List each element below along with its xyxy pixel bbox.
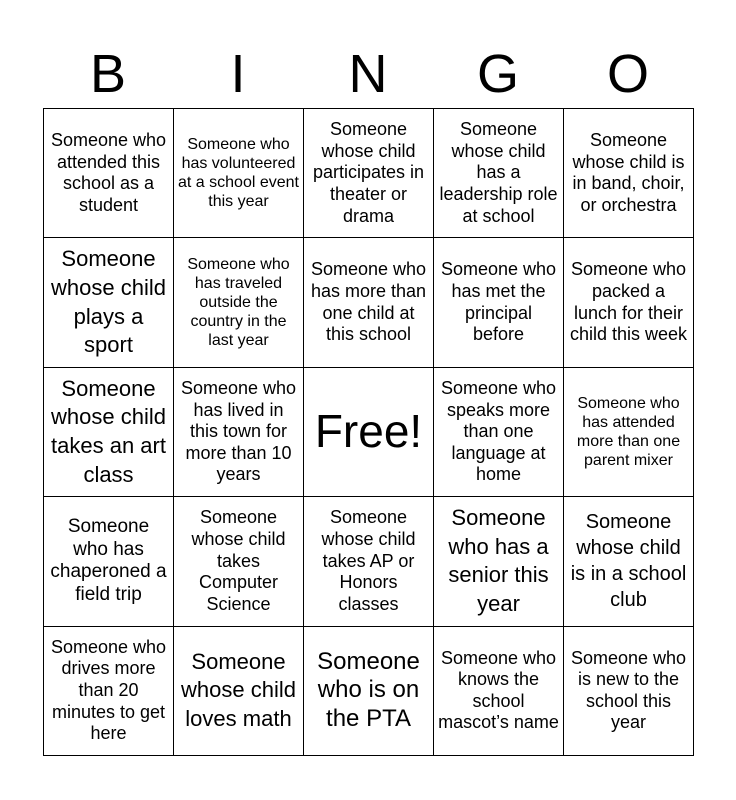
bingo-header	[43, 40, 693, 108]
bingo-cell[interactable]: Someone who has volunteered at a school event this year	[174, 109, 304, 238]
bingo-cell[interactable]: Someone who is on the PTA	[304, 626, 434, 755]
bingo-cell[interactable]: Someone who drives more than 20 minutes to get here	[44, 626, 174, 755]
header-letter-i: I	[230, 44, 246, 104]
bingo-cell[interactable]: Someone whose child takes AP or Honors classes	[304, 497, 434, 626]
bingo-cell[interactable]: Someone whose child is in a school club	[564, 497, 694, 626]
bingo-board	[43, 108, 694, 756]
bingo-cell[interactable]: Someone whose child has a leadership role at school	[434, 109, 564, 238]
bingo-cell[interactable]: Someone who has attended more than one parent mixer	[564, 367, 694, 496]
board-row	[44, 626, 694, 755]
bingo-cell[interactable]: Someone who has chaperoned a field trip	[44, 497, 174, 626]
bingo-cell[interactable]: Someone whose child takes an art class	[44, 367, 174, 496]
bingo-cell[interactable]: Someone whose child is in band, choir, or orchestra	[564, 109, 694, 238]
bingo-cell[interactable]: Someone who knows the school mascot’s name	[434, 626, 564, 755]
bingo-cell[interactable]: Someone who has more than one child at this school	[304, 238, 434, 367]
header-letter-n: N	[348, 44, 388, 104]
board-row	[44, 238, 694, 367]
bingo-cell[interactable]: Someone who packed a lunch for their child this week	[564, 238, 694, 367]
bingo-cell[interactable]: Someone who is new to the school this year	[564, 626, 694, 755]
bingo-cell[interactable]: Someone who has a senior this year	[434, 497, 564, 626]
board-row	[44, 367, 694, 496]
board-row	[44, 497, 694, 626]
header-letter-o: O	[606, 44, 649, 104]
bingo-cell[interactable]: Someone who has traveled outside the country in the last year	[174, 238, 304, 367]
header-letter-g: G	[476, 44, 519, 104]
bingo-cell[interactable]: Someone who has met the principal before	[434, 238, 564, 367]
bingo-cell[interactable]: Someone whose child participates in theater or drama	[304, 109, 434, 238]
bingo-cell[interactable]: Someone who has lived in this town for more than 10 years	[174, 367, 304, 496]
bingo-cell[interactable]: Someone who speaks more than one language at home	[434, 367, 564, 496]
header-letter-b: B	[89, 44, 127, 104]
bingo-cell[interactable]: Someone whose child takes Computer Science	[174, 497, 304, 626]
bingo-cell[interactable]: Someone who attended this school as a student	[44, 109, 174, 238]
board-row	[44, 109, 694, 238]
bingo-cell[interactable]: Someone whose child loves math	[174, 626, 304, 755]
bingo-cell[interactable]: Someone whose child plays a sport	[44, 238, 174, 367]
free-space-cell[interactable]: Free!	[304, 367, 434, 496]
